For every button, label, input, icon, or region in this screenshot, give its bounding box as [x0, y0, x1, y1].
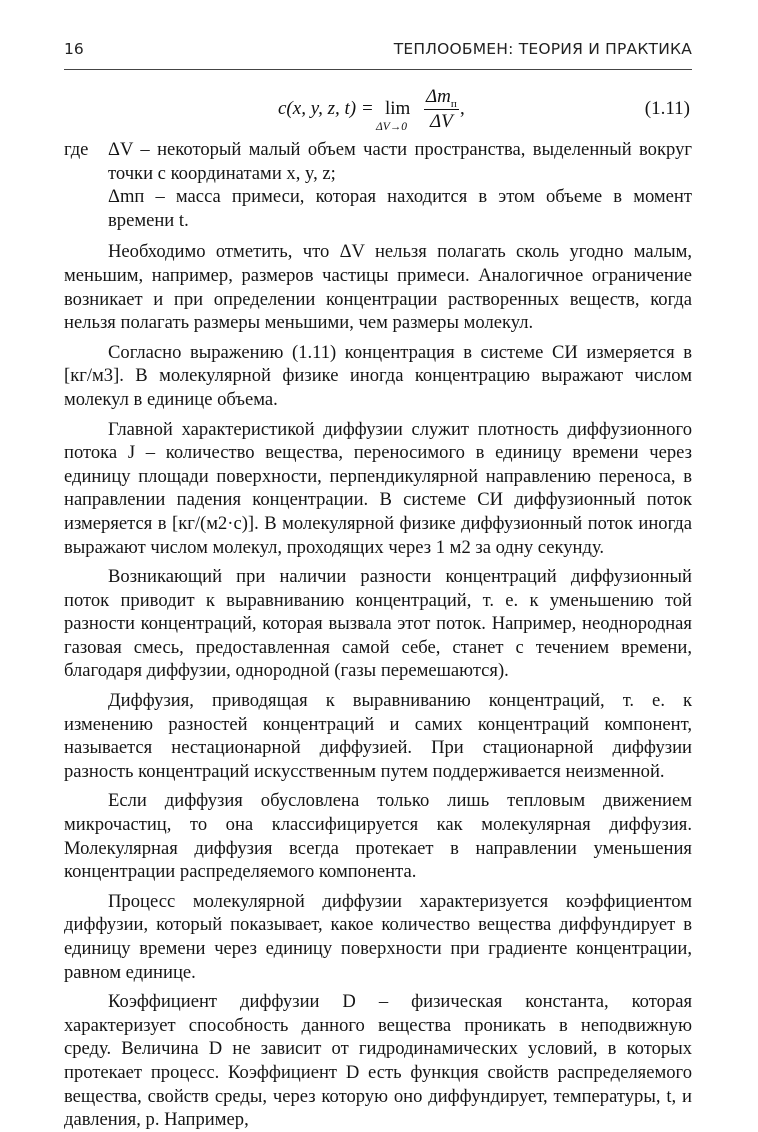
- paragraph: Процесс молекулярной диффузии характеризуется коэффициентом диффузии, который показывает, какое количество вещества диффундирует в единицу времени через единицу поверхности при градиенте концентрации, равном единице.: [64, 890, 692, 983]
- equation-comma: ,: [460, 98, 465, 119]
- equation-numerator: $\Delta m_п$: [426, 86, 457, 110]
- equation-denominator: ΔV: [430, 111, 453, 132]
- equation-lim: lim: [385, 98, 411, 119]
- equation-lhs: c(x, y, z, t) =: [278, 98, 374, 119]
- equation-number: (1.11): [644, 98, 690, 119]
- paragraph: Необходимо отметить, что ΔV нельзя полагать сколь угодно малым, меньшим, например, размеров частицы примеси. Аналогичное ограничение возникает и при определении концентрации растворенных веществ, когда нельзя полагать размеры меньшими, чем размеры молекул.: [64, 241, 692, 334]
- definition-delta-v: ΔV – некоторый малый объем части пространства, выделенный вокруг точки с координатами x, y, z;: [108, 139, 692, 184]
- paragraph: Если диффузия обусловлена только лишь тепловым движением микрочастиц, то она классифицируется как молекулярная диффузия. Молекулярная диффузия всегда протекает в направлении уменьшения концентрации распределяемого компонента.: [64, 790, 692, 883]
- page-number: 16: [64, 40, 84, 58]
- running-header: [64, 40, 692, 70]
- body-text: [64, 138, 692, 1132]
- paragraph: Согласно выражению (1.11) концентрация в системе СИ измеряется в [кг/м3]. В молекулярной физике иногда концентрацию выражают числом молекул в единице объема.: [64, 341, 692, 410]
- equation-fraction: [424, 86, 459, 133]
- paragraph: Главной характеристикой диффузии служит плотность диффузионного потока J – количество вещества, переносимого в единицу времени через единицу площади поверхности, перпендикулярной направлению переноса, в направлении падения концентрации. В системе СИ диффузионный поток измеряется в [кг/(м2·с)]. В молекулярной физике диффузионный поток иногда выражают числом молекул, проходящих через 1 м2 за одну секунду.: [64, 418, 692, 558]
- paragraph: Диффузия, приводящая к выравниванию концентраций, т. е. к изменению разностей концентраций и самих концентраций компонент, называется нестационарной диффузией. При стационарной диффузии разность концентраций искусственным путем поддерживается неизменной.: [64, 690, 692, 782]
- definition-delta-m: Δmп – масса примеси, которая находится в этом объеме в момент времени t.: [108, 186, 692, 231]
- running-title: ТЕПЛООБМЕН: ТЕОРИЯ И ПРАКТИКА: [393, 40, 692, 58]
- definitions: [64, 138, 692, 232]
- equation-lim-subscript: ΔV→0: [376, 121, 408, 133]
- paragraph: Коэффициент диффузии D – физическая константа, которая характеризует способность данного вещества проникать в неподвижную среду. Величина D не зависит от гидродинамических условий, в которых протекает процесс. Коэффициент D есть функция свойств распределяемого вещества, свойств среды, через которую оно диффундирует, температуры, t, и давления, p. Например,: [64, 991, 692, 1131]
- where-label: где: [64, 139, 89, 160]
- paragraph: Возникающий при наличии разности концентраций диффузионный поток приводит к выравниванию концентраций, т. е. к уменьшению той разности концентраций, которая вызвала этот поток. Например, неоднородная газовая смесь, предоставленная самой себе, станет с течением времени, благодаря диффузии, однородной (газы перемешаются).: [64, 566, 692, 682]
- header-rule: [64, 69, 692, 70]
